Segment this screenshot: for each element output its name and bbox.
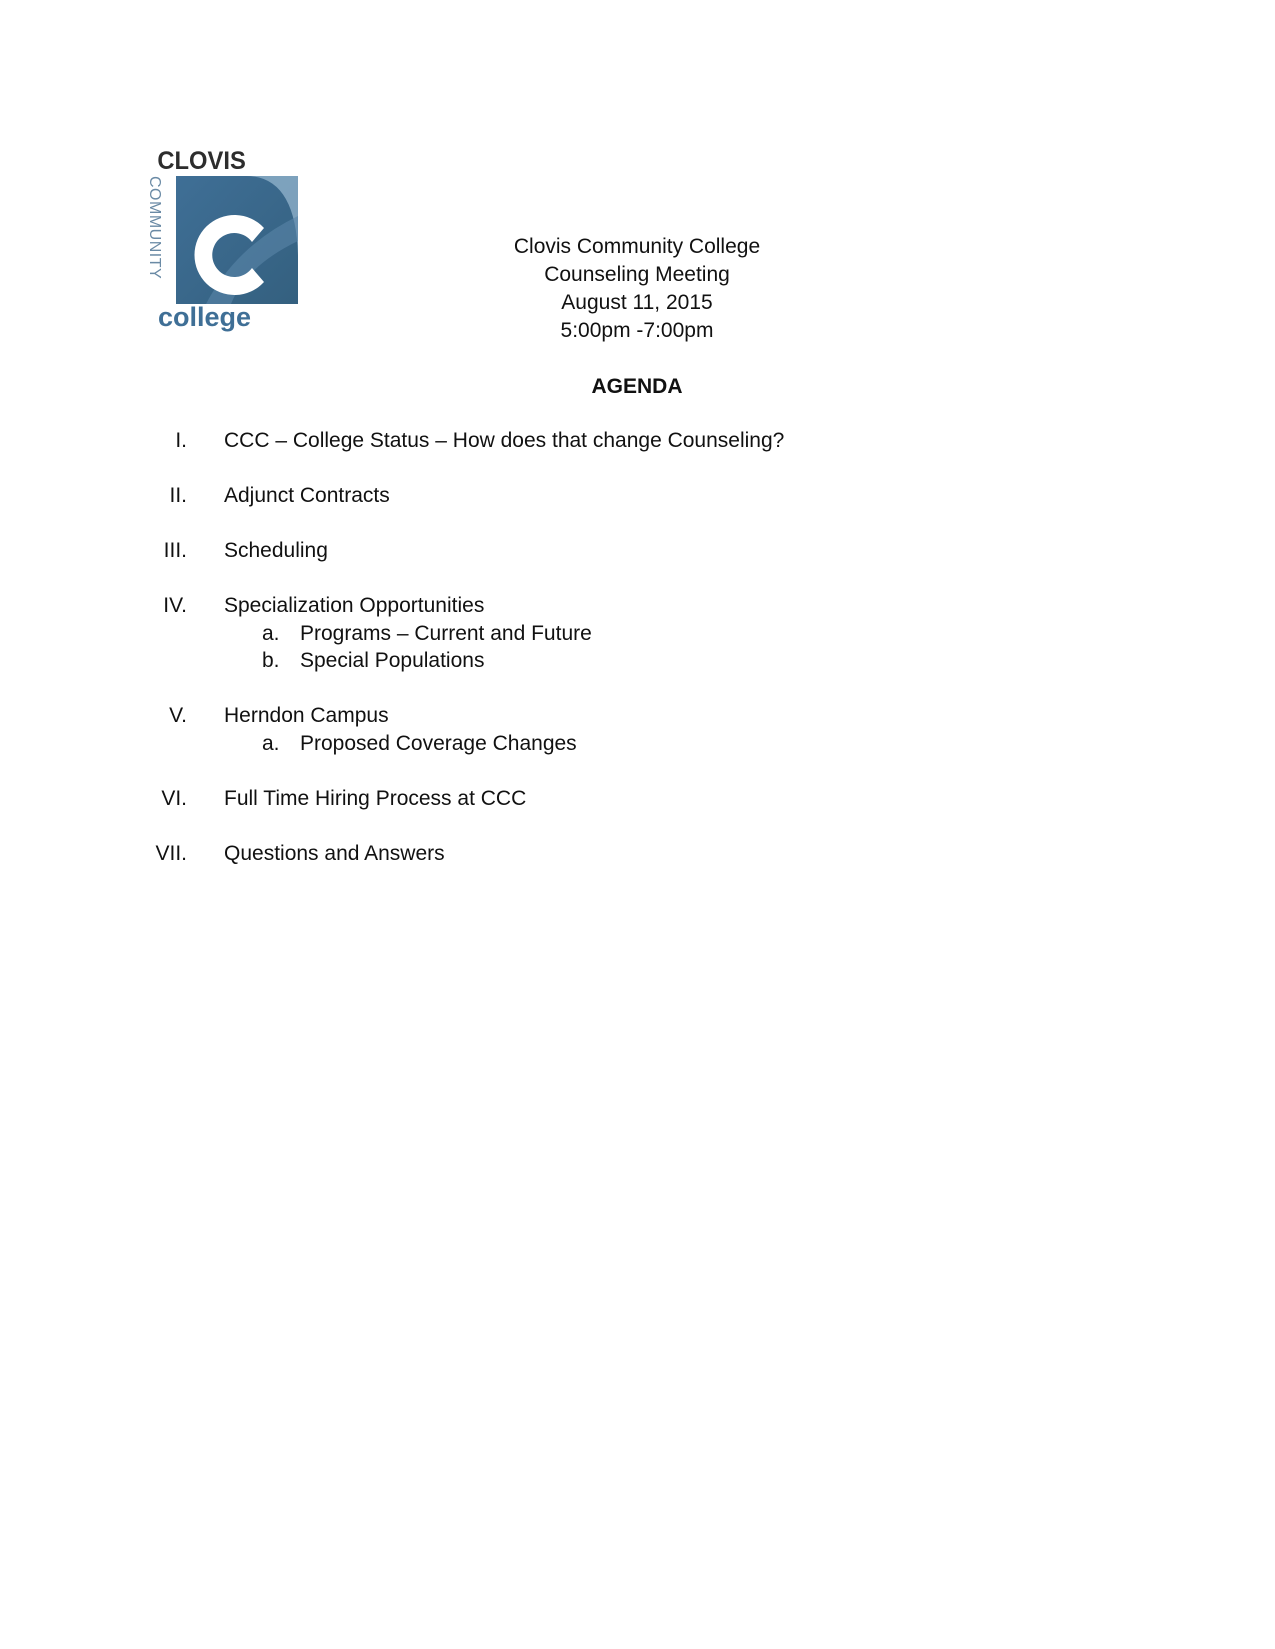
agenda-item-text: Scheduling bbox=[224, 539, 328, 562]
svg-text:COMMUNITY: COMMUNITY bbox=[146, 176, 163, 280]
agenda-item-number: IV. bbox=[163, 594, 187, 617]
agenda-item-text: Specialization Opportunities bbox=[224, 594, 485, 617]
agenda-item-number: VI. bbox=[161, 787, 187, 810]
agenda-subitem-text: Proposed Coverage Changes bbox=[300, 732, 577, 755]
agenda-item bbox=[0, 482, 1275, 510]
agenda-item-text: Questions and Answers bbox=[224, 842, 445, 865]
meeting-date: August 11, 2015 bbox=[561, 291, 713, 314]
agenda-item-number: VII. bbox=[155, 842, 187, 865]
agenda-item bbox=[0, 702, 1275, 730]
agenda-item bbox=[0, 785, 1275, 813]
agenda-item-number: I. bbox=[175, 429, 187, 452]
svg-text:college: college bbox=[158, 302, 252, 332]
meeting-time: 5:00pm -7:00pm bbox=[560, 319, 714, 342]
agenda-item-text: Adjunct Contracts bbox=[224, 484, 390, 507]
agenda-item bbox=[0, 592, 1275, 620]
agenda-subitem-text: Special Populations bbox=[300, 649, 485, 672]
svg-text:CLOVIS: CLOVIS bbox=[157, 147, 246, 176]
agenda-title: AGENDA bbox=[591, 375, 683, 398]
meeting-name: Counseling Meeting bbox=[544, 263, 730, 286]
agenda-item-text: Herndon Campus bbox=[224, 704, 389, 727]
agenda-item-number: II. bbox=[169, 484, 187, 507]
agenda-subitem: a. Proposed Coverage Changes bbox=[0, 730, 1275, 758]
agenda-item-number: V. bbox=[169, 704, 187, 727]
agenda-item-number: III. bbox=[163, 539, 187, 562]
agenda-subitem: a. Programs – Current and Future bbox=[0, 620, 1275, 648]
agenda-item bbox=[0, 427, 1275, 455]
agenda-item bbox=[0, 840, 1275, 868]
agenda-subitem: b. Special Populations bbox=[0, 647, 1275, 675]
agenda-item bbox=[0, 537, 1275, 565]
institution-name: Clovis Community College bbox=[513, 235, 761, 258]
agenda-item-text: Full Time Hiring Process at CCC bbox=[224, 787, 527, 810]
agenda-item-text: CCC – College Status – How does that change Counseling? bbox=[224, 429, 785, 452]
agenda-subitem-text: Programs – Current and Future bbox=[300, 622, 592, 645]
